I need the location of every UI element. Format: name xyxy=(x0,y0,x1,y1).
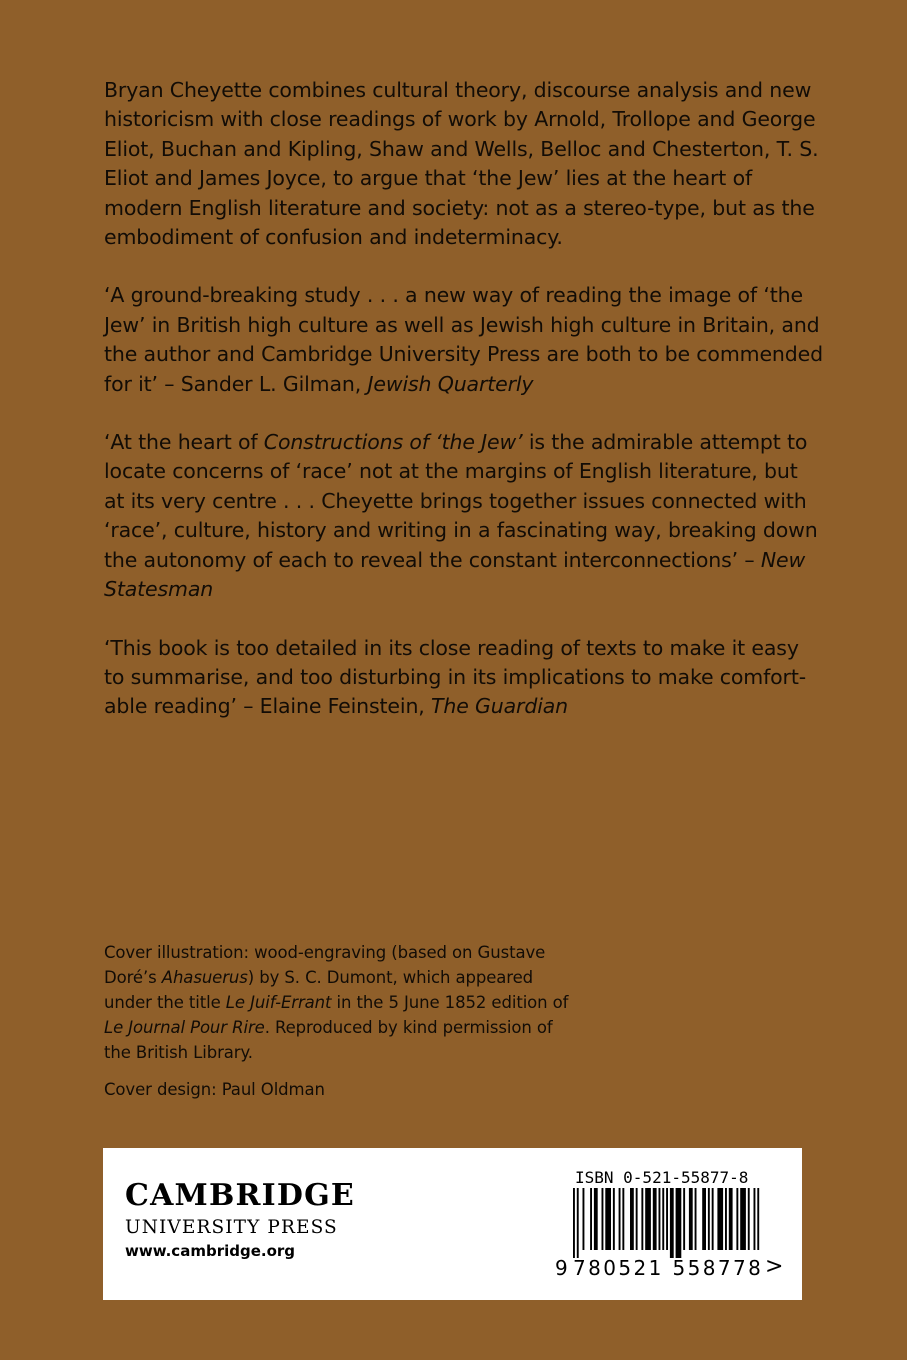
barcode-bar xyxy=(590,1188,592,1250)
barcode-bar xyxy=(659,1188,661,1250)
barcode-bar xyxy=(676,1188,682,1258)
barcode-bar xyxy=(754,1188,756,1250)
engraving-title: Le Juif-Errant xyxy=(225,993,332,1012)
barcode-icon xyxy=(555,1188,765,1258)
review-source: Jewish Quarterly xyxy=(367,371,534,396)
review-quote xyxy=(104,634,824,722)
review-source: New Statesman xyxy=(104,547,806,602)
barcode-bar xyxy=(736,1188,738,1250)
barcode-bar xyxy=(740,1188,746,1250)
barcode-bar xyxy=(636,1188,638,1250)
barcode-bar xyxy=(619,1188,621,1250)
publisher-panel xyxy=(103,1148,802,1300)
publisher-logo-name: CAMBRIDGE xyxy=(125,1178,355,1213)
barcode-bar xyxy=(695,1188,697,1250)
barcode-bar xyxy=(729,1188,733,1250)
cover-credits xyxy=(104,940,584,1114)
review-quote xyxy=(104,428,824,604)
barcode-bar xyxy=(725,1188,727,1250)
credit-text: Cover illustration: wood-engraving (based on Gustave Doré’s xyxy=(104,943,546,987)
barcode-bar xyxy=(622,1188,624,1250)
credit-text: ) by S. C. Dumont, which appeared under the title xyxy=(104,968,534,1012)
barcode-bar xyxy=(653,1188,657,1250)
barcode-bar xyxy=(605,1188,611,1250)
credit-text: in the 5 June 1852 edition of xyxy=(331,993,569,1012)
barcode-bar xyxy=(689,1188,693,1250)
illustration-credit xyxy=(104,940,584,1065)
barcode-bar xyxy=(683,1188,685,1250)
design-credit: Cover design: Paul Oldman xyxy=(104,1080,325,1099)
barcode-bar xyxy=(748,1188,750,1250)
barcode-bar xyxy=(670,1188,674,1258)
artwork-title: Ahasuerus xyxy=(161,968,248,987)
back-cover-blurb xyxy=(104,76,824,751)
review-text: ‘This book is too detailed in its close reading of texts to make it easy to summarise, and too disturbing in its implications to make comfort-able reading’ – Elaine Feinstein, xyxy=(104,635,806,719)
barcode-bar xyxy=(641,1188,643,1250)
review-source: The Guardian xyxy=(431,694,568,719)
barcode-bar xyxy=(645,1188,651,1250)
review-text: is the admirable attempt to locate concerns of ‘race’ not at the margins of English literature, but at its very centre . . . Cheyette brings together issues connected with ‘race’, culture, history and writing in a fascinating way, breaking down the autonomy of each to reveal the constant interconnections’ – xyxy=(104,430,818,572)
review-text: ‘A ground-breaking study . . . a new way of reading the image of ‘the Jew’ in British high culture as well as Jewish high culture in Britain, and the author and Cambridge University Press are both to be commended for it’ – Sander L. Gilman, xyxy=(104,283,823,396)
credit-text: . Reproduced by kind permission of the British Library. xyxy=(104,1018,553,1062)
barcode-bar xyxy=(577,1188,579,1258)
isbn-label: ISBN 0-521-55877-8 xyxy=(575,1168,749,1187)
publisher-logo-press: UNIVERSITY PRESS xyxy=(125,1217,338,1238)
book-title: Constructions of ‘the Jew’ xyxy=(263,430,523,455)
publisher-url: www.cambridge.org xyxy=(125,1242,296,1260)
journal-title: Le Journal Pour Rire xyxy=(104,1018,265,1037)
barcode-bar xyxy=(666,1188,668,1250)
book-summary: Bryan Cheyette combines cultural theory, discourse analysis and new historicism with close readings of work by Arnold, Trollope and George Eliot, Buchan and Kipling, Shaw and Wells, Belloc and Chesterton, T. S. Eliot and James Joyce, to argue that ‘the Jew’ lies at the heart of modern English literature and society: not as a stereo-type, but as the embodiment of confusion and indeterminacy. xyxy=(104,78,819,250)
barcode-bar xyxy=(594,1188,598,1250)
review-quote xyxy=(104,281,824,399)
barcode-bar xyxy=(630,1188,634,1250)
barcode-bar xyxy=(613,1188,615,1250)
barcode-quiet-zone-mark: > xyxy=(765,1254,784,1279)
barcode-bar xyxy=(757,1188,759,1250)
barcode-first-digit: 9 xyxy=(555,1256,568,1280)
barcode-digits: 780521 558778 xyxy=(573,1256,764,1280)
review-text: ‘At the heart of xyxy=(104,430,264,455)
barcode-bar xyxy=(702,1188,706,1250)
barcode-bar xyxy=(712,1188,714,1250)
barcode-bar xyxy=(717,1188,723,1250)
barcode-bar xyxy=(573,1188,575,1258)
barcode-bar xyxy=(708,1188,710,1250)
barcode-bar xyxy=(662,1188,664,1250)
barcode-bar xyxy=(583,1188,585,1250)
barcode-bar xyxy=(602,1188,604,1250)
